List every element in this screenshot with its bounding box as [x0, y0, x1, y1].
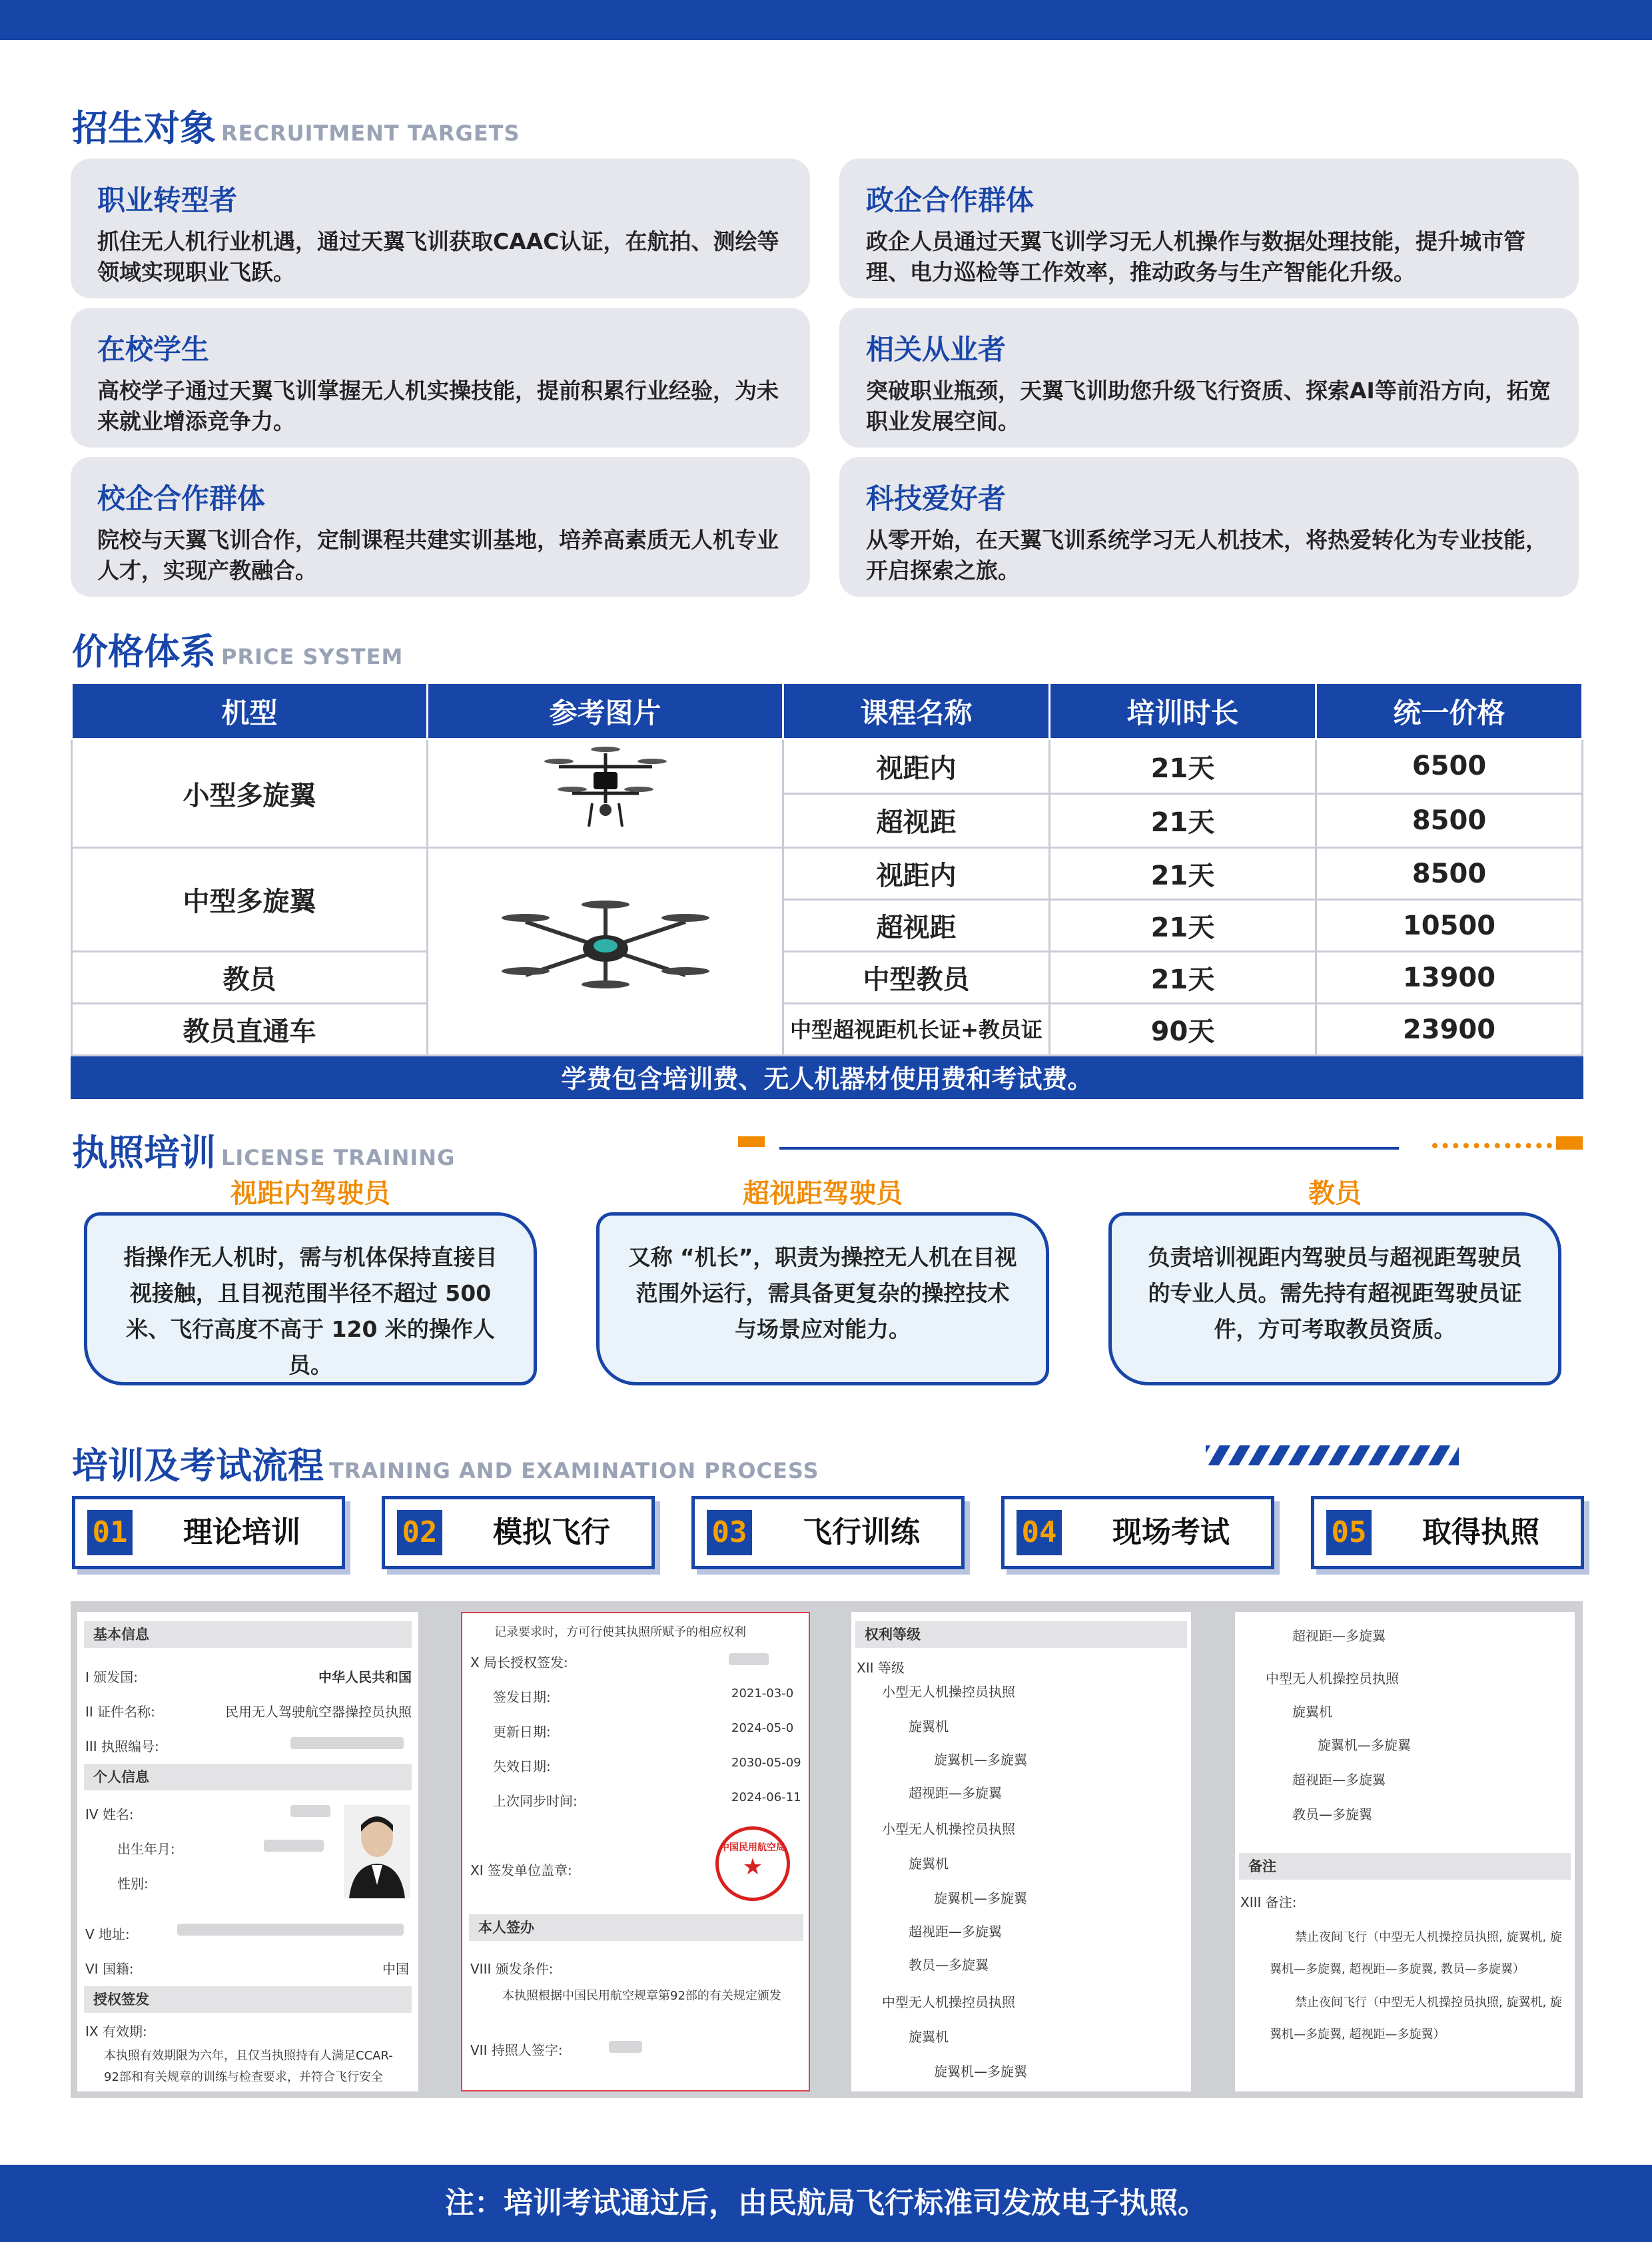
field-value: 2021-03-0 — [731, 1686, 794, 1700]
process-title-en: TRAINING AND EXAMINATION PROCESS — [329, 1458, 819, 1483]
rating-line: 旋翼机—多旋翼 — [1318, 1737, 1411, 1753]
field-label: 更新日期: — [493, 1724, 551, 1740]
recruit-card-school-enterprise — [71, 457, 810, 597]
card-desc: 政企人员通过天翼飞训学习无人机操作与数据处理技能，提升城市管理、电力巡检等工作效率，推动政务与生产智能化升级。 — [866, 228, 1525, 285]
field-label: X 局长授权签发: — [470, 1655, 568, 1671]
license-card-title: 教员 — [1308, 1178, 1362, 1209]
rating-line: 旋翼机 — [909, 1856, 949, 1872]
step-label: 飞行训练 — [803, 1515, 920, 1549]
price: 23900 — [1316, 1004, 1583, 1056]
license-card-desc: 指操作无人机时，需与机体保持直接目视接触，且目视范围半径不超过 500 米、飞行高度不高于 120 米的操作人员。 — [84, 1212, 537, 1385]
table-row — [72, 848, 1583, 900]
card-desc: 从零开始，在天翼飞训系统学习无人机技术，将热爱转化为专业技能，开启探索之旅。 — [866, 527, 1547, 583]
rating-line: 旋翼机 — [909, 1718, 949, 1734]
blurred-value — [609, 2041, 642, 2053]
header-image: 参考图片 — [428, 683, 783, 739]
field-value: 2024-06-11 — [731, 1790, 801, 1804]
header-model: 机型 — [72, 683, 428, 739]
blurred-value — [264, 1840, 324, 1852]
header-duration: 培训时长 — [1050, 683, 1316, 739]
table-footnote-row — [72, 1056, 1583, 1098]
self-sign-header: 本人签办 — [469, 1914, 803, 1941]
duration: 21天 — [1050, 793, 1316, 848]
card-title: 校企合作群体 — [97, 482, 266, 515]
field-value: 中国 — [382, 1961, 409, 1977]
blurred-value — [290, 1805, 330, 1817]
card-title: 科技爱好者 — [866, 482, 1007, 515]
card-desc: 高校学子通过天翼飞训掌握无人机实操技能，提前积累行业经验，为未来就业增添竞争力。 — [97, 378, 779, 434]
rating-line: 小型无人机操控员执照 — [882, 1684, 1015, 1700]
recruit-card-practitioners — [839, 308, 1579, 448]
step-label: 现场考试 — [1112, 1515, 1230, 1549]
duration: 21天 — [1050, 900, 1316, 952]
star-icon: ★ — [742, 1854, 763, 1880]
course: 视距内 — [783, 848, 1050, 900]
process-title-cn: 培训及考试流程 — [72, 1445, 324, 1487]
field-label: XI 签发单位盖章: — [470, 1862, 572, 1878]
rating-header: 权利等级 — [855, 1621, 1187, 1648]
recruit-card-tech-fans — [839, 457, 1579, 597]
license-card-desc: 负责培训视距内驾驶员与超视距驾驶员的专业人员。需先持有超视距驾驶员证件，方可考取教员资质。 — [1108, 1212, 1561, 1385]
process-step-simulation — [382, 1496, 655, 1569]
drone-image-medium — [428, 848, 783, 1056]
license-card-vlos — [77, 1172, 544, 1385]
drone-image-small — [428, 739, 783, 848]
price-table — [71, 682, 1583, 1099]
course: 中型超视距机长证+教员证 — [783, 1004, 1050, 1056]
step-number: 01 — [87, 1510, 133, 1555]
license-card-title: 视距内驾驶员 — [230, 1178, 390, 1209]
card-title: 相关从业者 — [866, 333, 1007, 366]
price: 8500 — [1316, 848, 1583, 900]
duration: 21天 — [1050, 848, 1316, 900]
course: 超视距 — [783, 793, 1050, 848]
blurred-value — [290, 1737, 404, 1749]
step-number: 02 — [397, 1510, 442, 1555]
recruit-card-students — [71, 308, 810, 448]
price: 6500 — [1316, 739, 1583, 794]
card-desc: 突破职业瓶颈，天翼飞训助您升级飞行资质、探索AI等前沿方向，拓宽职业发展空间。 — [866, 378, 1551, 434]
field-label: 签发日期: — [493, 1689, 551, 1705]
bottom-note: 注：培训考试通过后，由民航局飞行标准司发放电子执照。 — [0, 2165, 1652, 2242]
table-row — [72, 1004, 1583, 1056]
model-medium: 中型多旋翼 — [72, 848, 428, 952]
rating-line: 旋翼机—多旋翼 — [934, 2063, 1027, 2079]
field-label: III 执照编号: — [85, 1738, 159, 1754]
course: 中型教员 — [783, 952, 1050, 1004]
rating-line: 旋翼机 — [909, 2029, 949, 2045]
field-text: 禁止夜间飞行（中型无人机操控员执照, 旋翼机, 旋 — [1295, 1930, 1562, 1944]
table-row — [72, 952, 1583, 1004]
price-footnote: 学费包含培训费、无人机器材使用费和考试费。 — [72, 1056, 1583, 1098]
field-text: 翼机—多旋翼, 超视距—多旋翼） — [1270, 2028, 1446, 2042]
field-label: 出生年月: — [117, 1841, 175, 1857]
table-row — [72, 739, 1583, 794]
rating-line: 教员—多旋翼 — [909, 1957, 989, 1973]
duration: 21天 — [1050, 739, 1316, 794]
certificate-panel-remarks — [1235, 1612, 1575, 2091]
rating-line: 旋翼机—多旋翼 — [934, 1890, 1027, 1906]
rating-line: 旋翼机—多旋翼 — [934, 1752, 1027, 1768]
duration: 21天 — [1050, 952, 1316, 1004]
step-label: 取得执照 — [1422, 1515, 1539, 1549]
license-title-en: LICENSE TRAINING — [221, 1145, 456, 1170]
field-label: VI 国籍: — [85, 1961, 134, 1977]
field-text: 翼机—多旋翼, 超视距—多旋翼, 教员—多旋翼） — [1270, 1962, 1525, 1976]
field-text: 记录要求时，方可行使其执照所赋予的相应权利 — [494, 1625, 746, 1639]
field-text: 本执照有效期限为六年，且仅当执照持有人满足CCAR- — [104, 2049, 393, 2063]
license-title-cn: 执照培训 — [72, 1132, 216, 1174]
header-price: 统一价格 — [1316, 683, 1583, 739]
process-step-exam — [1001, 1496, 1274, 1569]
step-number: 05 — [1326, 1510, 1372, 1555]
recruit-title-en: RECRUITMENT TARGETS — [221, 121, 520, 146]
step-number: 04 — [1017, 1510, 1062, 1555]
process-step-theory — [72, 1496, 345, 1569]
license-deco-orange-left — [738, 1136, 765, 1147]
certificate-panel-issue — [461, 1612, 810, 2091]
field-label: 失效日期: — [493, 1758, 551, 1774]
field-label: VIII 颁发条件: — [470, 1961, 554, 1977]
step-label: 模拟飞行 — [493, 1515, 610, 1549]
header-course: 课程名称 — [783, 683, 1050, 739]
authorization-header: 授权签发 — [84, 1986, 412, 2013]
stamp-text: 中国民用航空局 — [720, 1842, 785, 1853]
field-label: V 地址: — [85, 1926, 130, 1942]
rating-line: 超视距—多旋翼 — [1292, 1628, 1386, 1644]
field-label: 上次同步时间: — [493, 1793, 578, 1809]
field-value: 2030-05-09 — [731, 1756, 801, 1770]
rating-line: 中型无人机操控员执照 — [1266, 1671, 1399, 1686]
model-small: 小型多旋翼 — [72, 739, 428, 848]
price-title-en: PRICE SYSTEM — [221, 644, 404, 669]
recruit-title-cn: 招生对象 — [72, 107, 216, 149]
license-card-desc: 又称 “机长”，职责为操控无人机在目视范围外运行，需具备更复杂的操控技术与场景应对能力。 — [596, 1212, 1049, 1385]
process-section-title — [72, 1437, 819, 1489]
process-step-license — [1311, 1496, 1584, 1569]
step-label: 理论培训 — [183, 1515, 300, 1549]
rating-line: 旋翼机 — [1292, 1704, 1332, 1720]
top-banner — [0, 0, 1652, 40]
card-desc: 抓住无人机行业机遇，通过天翼飞训获取CAAC认证，在航拍、测绘等领域实现职业飞跃。 — [97, 228, 779, 285]
duration: 90天 — [1050, 1004, 1316, 1056]
field-label: XIII 备注: — [1240, 1894, 1297, 1910]
process-step-flight — [691, 1496, 965, 1569]
basic-info-header: 基本信息 — [84, 1621, 412, 1648]
license-card-title: 超视距驾驶员 — [743, 1178, 903, 1209]
process-deco-stripes — [1206, 1445, 1459, 1465]
certificate-panel-rating — [851, 1612, 1191, 2091]
step-number: 03 — [707, 1510, 752, 1555]
course: 视距内 — [783, 739, 1050, 794]
field-text: 92部和有关规章的训练与检查要求，并符合飞行安全 — [104, 2070, 383, 2084]
id-photo — [344, 1805, 410, 1898]
rating-line: 中型无人机操控员执照 — [882, 1994, 1015, 2010]
blurred-value — [177, 1924, 404, 1936]
rating-line: 教员—多旋翼 — [1292, 1806, 1372, 1822]
drone-icon — [539, 740, 672, 840]
drone-icon — [499, 889, 712, 1008]
recruit-section-title — [72, 100, 520, 151]
rating-line: 超视距—多旋翼 — [909, 1924, 1002, 1940]
official-stamp — [715, 1826, 790, 1901]
license-card-instructor — [1102, 1172, 1568, 1385]
certificate-panel-basic — [77, 1612, 418, 2091]
field-value: 2024-05-0 — [731, 1721, 794, 1735]
field-value: 中华人民共和国 — [318, 1669, 412, 1685]
model-instructor: 教员 — [72, 952, 428, 1004]
field-label: IV 姓名: — [85, 1806, 134, 1822]
field-label: II 证件名称: — [85, 1704, 155, 1720]
card-title: 政企合作群体 — [866, 184, 1034, 216]
recruit-card-career-changer — [71, 159, 810, 298]
personal-info-header: 个人信息 — [84, 1764, 412, 1790]
field-label: 性别: — [117, 1876, 149, 1892]
field-value: 民用无人驾驶航空器操控员执照 — [225, 1704, 412, 1720]
field-label: VII 持照人签字: — [470, 2042, 563, 2058]
field-text: 禁止夜间飞行（中型无人机操控员执照, 旋翼机, 旋 — [1295, 1996, 1562, 2010]
rating-line: 超视距—多旋翼 — [909, 1785, 1002, 1801]
field-label: I 颁发国: — [85, 1669, 138, 1685]
license-deco-orange-right — [1432, 1143, 1552, 1148]
card-title: 在校学生 — [97, 333, 210, 366]
license-section-title — [72, 1124, 455, 1176]
price: 8500 — [1316, 793, 1583, 848]
license-deco-orange-block — [1556, 1136, 1583, 1150]
price-title-cn: 价格体系 — [72, 631, 216, 673]
model-instructor-express: 教员直通车 — [72, 1004, 428, 1056]
price: 10500 — [1316, 900, 1583, 952]
blurred-value — [729, 1653, 769, 1665]
remarks-header: 备注 — [1239, 1853, 1571, 1880]
card-title: 职业转型者 — [97, 184, 238, 216]
person-icon — [344, 1805, 410, 1898]
field-label: IX 有效期: — [85, 2024, 147, 2040]
recruit-card-gov-enterprise — [839, 159, 1579, 298]
price-section-title — [72, 623, 403, 675]
rating-line: 超视距—多旋翼 — [1292, 1772, 1386, 1788]
rating-line: XII 等级 — [857, 1660, 905, 1676]
field-text: 本执照根据中国民用航空规章第92部的有关规定颁发 — [502, 1989, 781, 2003]
rating-line: 小型无人机操控员执照 — [882, 1821, 1015, 1837]
card-desc: 院校与天翼飞训合作，定制课程共建实训基地，培养高素质无人机专业人才，实现产教融合。 — [97, 527, 779, 583]
price: 13900 — [1316, 952, 1583, 1004]
license-deco-line — [779, 1147, 1399, 1150]
course: 超视距 — [783, 900, 1050, 952]
license-card-bvlos — [590, 1172, 1056, 1385]
